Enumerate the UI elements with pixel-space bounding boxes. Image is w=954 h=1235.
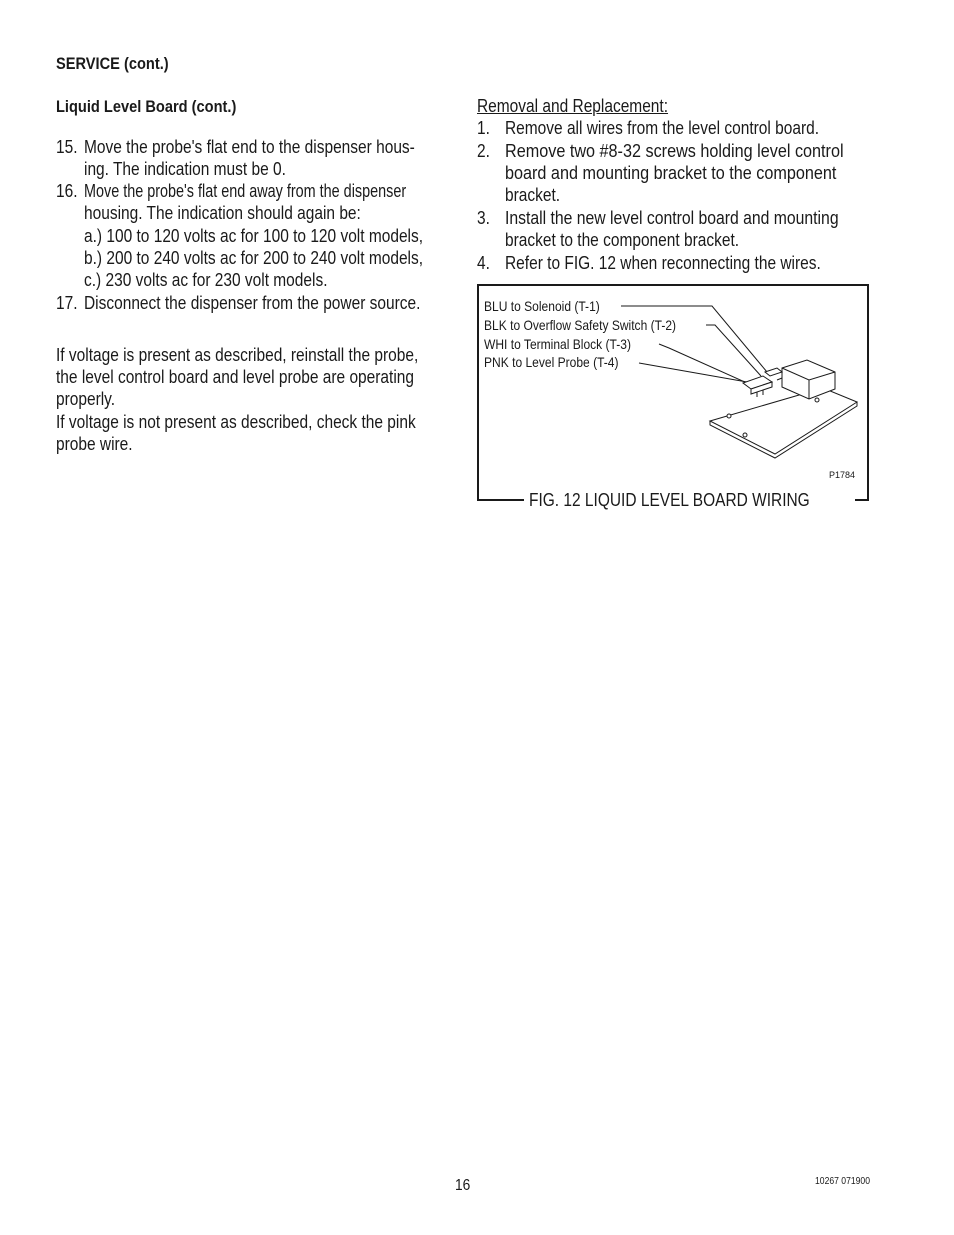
removal-heading: Removal and Replacement: [477, 96, 669, 116]
document-code: 10267 071900 [815, 1176, 871, 1187]
removal-step-number: 2. [477, 141, 490, 161]
paragraph-line: properly. [56, 389, 116, 409]
removal-step-text: Remove all wires from the level control board. [505, 118, 820, 138]
step-text: Move the probe's flat end to the dispenser hous- [84, 137, 415, 157]
paragraph-line: the level control board and level probe are operating [56, 367, 415, 387]
voltage-option-b: b.) 200 to 240 volts ac for 200 to 240 volt models, [84, 248, 424, 268]
removal-step-number: 1. [477, 118, 490, 138]
figure-caption: FIG. 12 LIQUID LEVEL BOARD WIRING [529, 489, 855, 511]
removal-step-text: bracket to the component bracket. [505, 230, 740, 250]
step-number: 16. [56, 181, 78, 201]
removal-step-text: bracket. [505, 185, 561, 205]
circuit-board-graphic [710, 360, 857, 458]
paragraph-line: If voltage is not present as described, check the pink [56, 412, 416, 432]
step-text: Disconnect the dispenser from the power source. [84, 293, 421, 313]
step-text: Move the probe's flat end away from the dispenser [84, 181, 407, 201]
figure-code: P1784 [829, 470, 856, 480]
removal-step-text: board and mounting bracket to the component [505, 163, 837, 183]
paragraph-line: probe wire. [56, 434, 133, 454]
wire-label-whi: WHI to Terminal Block (T-3) [484, 336, 631, 352]
removal-step-number: 3. [477, 208, 490, 228]
step-number: 15. [56, 137, 78, 157]
sub-heading: Liquid Level Board (cont.) [56, 97, 237, 116]
section-heading: SERVICE (cont.) [56, 54, 169, 73]
wire-label-blk: BLK to Overflow Safety Switch (T-2) [484, 317, 677, 333]
wire-label-blu: BLU to Solenoid (T-1) [484, 298, 600, 314]
step-number: 17. [56, 293, 78, 313]
removal-step-text: Refer to FIG. 12 when reconnecting the wires. [505, 253, 821, 273]
wire-label-pnk: PNK to Level Probe (T-4) [484, 354, 619, 370]
removal-step-text: Remove two #8-32 screws holding level control [505, 141, 844, 161]
step-text: ing. The indication must be 0. [84, 159, 286, 179]
voltage-option-a: a.) 100 to 120 volts ac for 100 to 120 volt models, [84, 226, 424, 246]
removal-step-number: 4. [477, 253, 490, 273]
page-number: 16 [455, 1177, 471, 1194]
paragraph-line: If voltage is present as described, reinstall the probe, [56, 345, 419, 365]
removal-step-text: Install the new level control board and mounting [505, 208, 839, 228]
voltage-option-c: c.) 230 volts ac for 230 volt models. [84, 270, 328, 290]
step-text: housing. The indication should again be: [84, 203, 361, 223]
